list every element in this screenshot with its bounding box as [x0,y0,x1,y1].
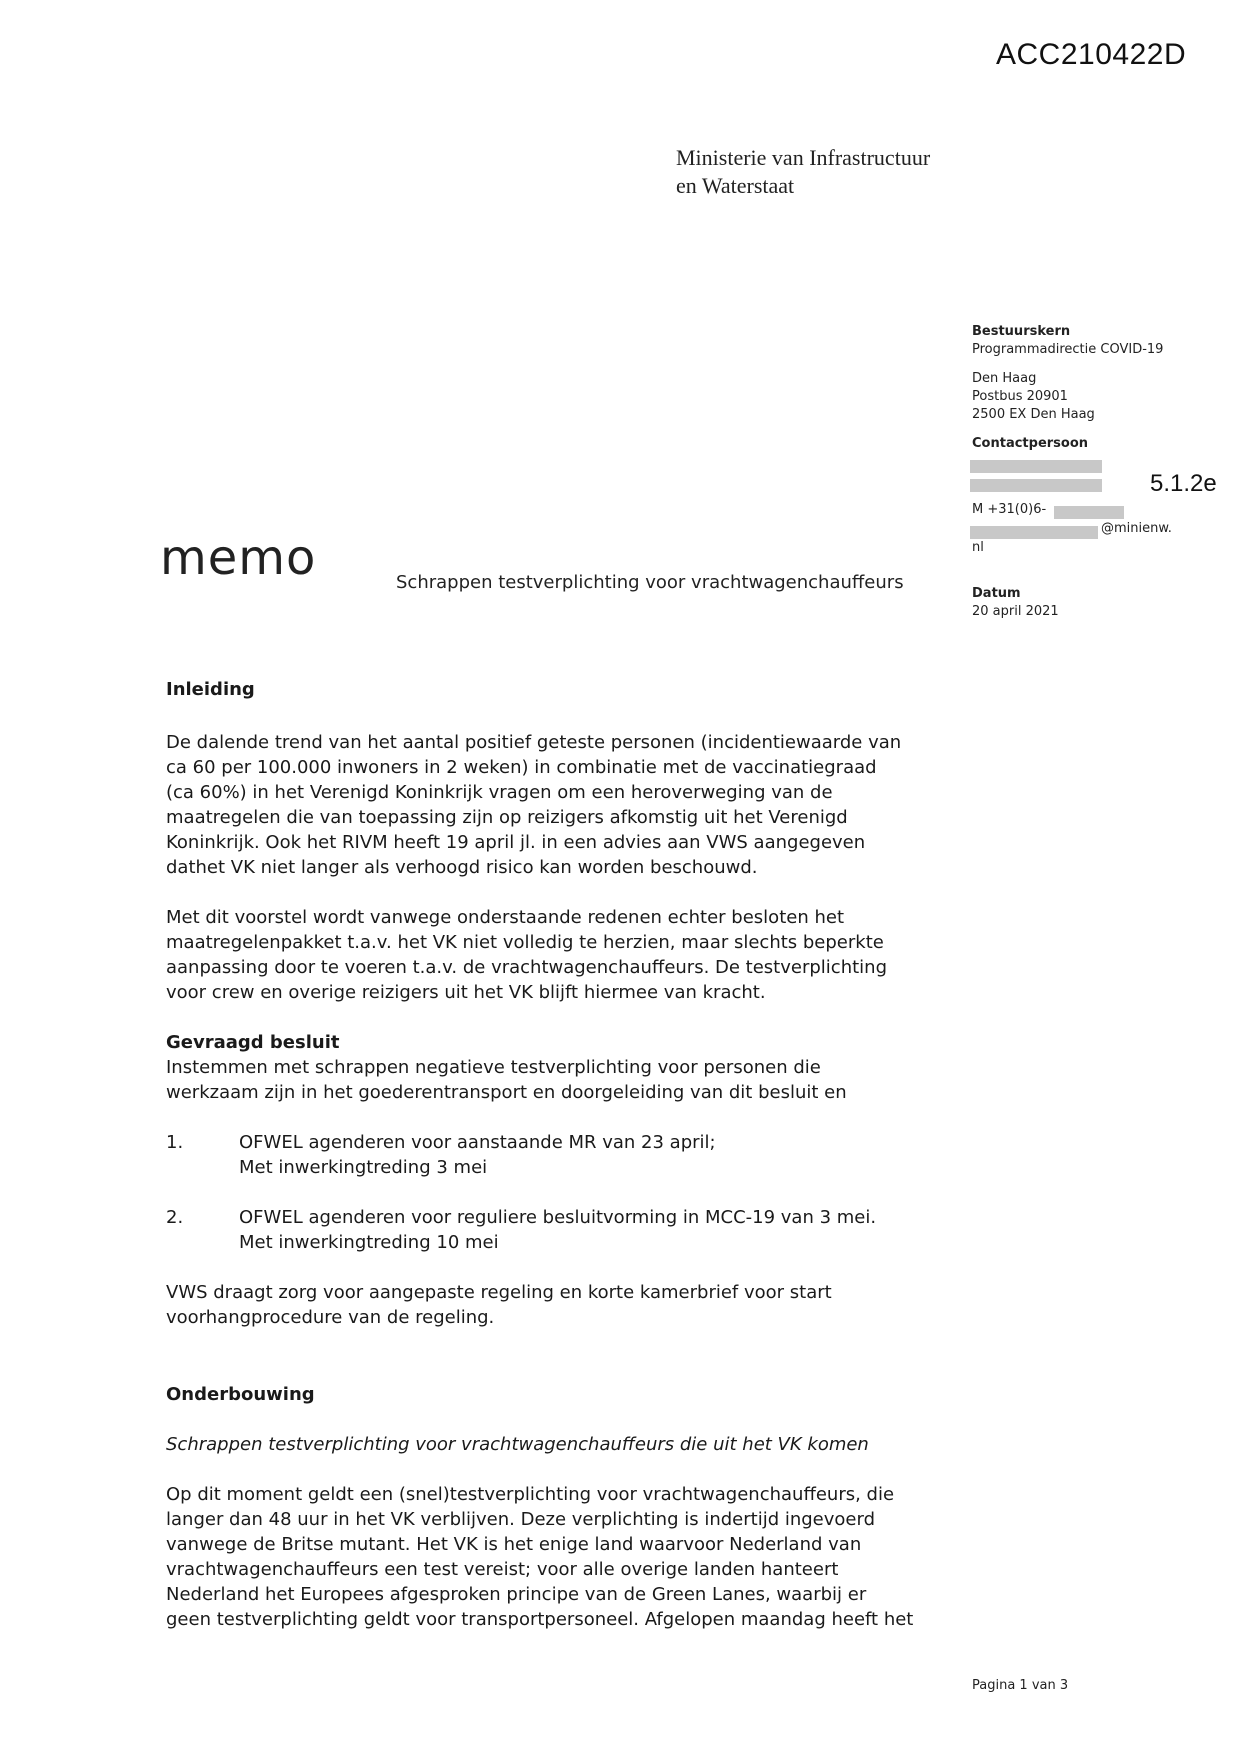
document-code: ACC210422D [996,38,1187,71]
redaction-bar [970,526,1098,539]
list-item [166,1205,966,1255]
paragraph-inleiding-2 [166,905,966,1005]
section-title-besluit: Gevraagd besluit [166,1032,340,1053]
onderbouwing-subtitle: Schrappen testverplichting voor vrachtwagenchauffeurs die uit het VK komen [166,1434,869,1455]
text-line: maatregelen die van toepassing zijn op reizigers afkomstig uit het Verenigd [166,807,848,828]
mobile-prefix: M +31(0)6- [972,502,1047,517]
sidebar-bestuurskern [972,323,1163,359]
ministry-line-2: en Waterstaat [676,173,795,198]
text-line: maatregelenpakket t.a.v. het VK niet volledig te herzien, maar slechts beperkte [166,932,884,953]
text-line: Met inwerkingtreding 10 mei [239,1232,499,1253]
contact-label: Contactpersoon [972,436,1089,451]
bestuurskern-label: Bestuurskern [972,324,1071,339]
text-line: Op dit moment geldt een (snel)testverplichting voor vrachtwagenchauffeurs, die [166,1484,895,1505]
sidebar-date [972,585,1059,621]
text-line: vanwege de Britse mutant. Het VK is het enige land waarvoor Nederland van [166,1534,862,1555]
text-line: langer dan 48 uur in het VK verblijven. Deze verplichting is indertijd ingevoerd [166,1509,876,1530]
contact-mobile [972,501,1046,519]
redaction-bar [970,479,1102,492]
text-line: OFWEL agenderen voor reguliere besluitvorming in MCC-19 van 3 mei. [239,1207,877,1228]
list-number: 2. [166,1207,184,1228]
list-number: 1. [166,1132,184,1153]
text-line: Met dit voorstel wordt vanwege onderstaande redenen echter besloten het [166,907,844,928]
text-line: vrachtwagenchauffeurs een test vereist; voor alle overige landen hanteert [166,1559,839,1580]
text-line: werkzaam zijn in het goederentransport en doorgeleiding van dit besluit en [166,1082,847,1103]
paragraph-besluit [166,1055,966,1105]
text-line: dathet VK niet langer als verhoogd risico kan worden beschouwd. [166,857,758,878]
ministry-logo-text [676,144,930,200]
redaction-bar [1054,506,1124,519]
paragraph-inleiding-1 [166,730,966,880]
contact-label-wrap [972,435,1088,453]
ministry-line-1: Ministerie van Infrastructuur [676,145,931,170]
contact-email-tld: nl [972,540,984,555]
date-value: 20 april 2021 [972,604,1059,619]
paragraph-onderbouwing [166,1482,966,1632]
page-number: Pagina 1 van 3 [972,1678,1069,1693]
text-line: aanpassing door te voeren t.a.v. de vrachtwagenchauffeurs. De testverplichting [166,957,887,978]
text-line: De dalende trend van het aantal positief geteste personen (incidentiewaarde van [166,732,902,753]
redaction-code: 5.1.2e [1150,470,1217,497]
address-postbus: Postbus 20901 [972,389,1068,404]
sidebar-address [972,370,1095,424]
text-line: Instemmen met schrappen negatieve testverplichting voor personen die [166,1057,821,1078]
text-line: OFWEL agenderen voor aanstaande MR van 23 april; [239,1132,716,1153]
programmadirectie: Programmadirectie COVID-19 [972,342,1164,357]
section-title-inleiding: Inleiding [166,679,255,700]
list-item [166,1130,966,1180]
section-title-onderbouwing: Onderbouwing [166,1384,315,1405]
paragraph-vws [166,1280,966,1330]
redaction-bar [970,460,1102,473]
address-city: Den Haag [972,371,1037,386]
memo-heading: memo [160,530,317,586]
text-line: geen testverplichting geldt voor transportpersoneel. Afgelopen maandag heeft het [166,1609,914,1630]
text-line: Nederland het Europees afgesproken principe van de Green Lanes, waarbij er [166,1584,867,1605]
text-line: voor crew en overige reizigers uit het VK blijft hiermee van kracht. [166,982,766,1003]
text-line: Koninkrijk. Ook het RIVM heeft 19 april jl. in een advies aan VWS aangegeven [166,832,866,853]
date-label: Datum [972,586,1021,601]
text-line: VWS draagt zorg voor aangepaste regeling en korte kamerbrief voor start [166,1282,832,1303]
text-line: Met inwerkingtreding 3 mei [239,1157,488,1178]
address-postcode: 2500 EX Den Haag [972,407,1095,422]
text-line: (ca 60%) in het Verenigd Koninkrijk vragen om een heroverweging van de [166,782,833,803]
memo-subject: Schrappen testverplichting voor vrachtwagenchauffeurs [396,572,904,593]
text-line: ca 60 per 100.000 inwoners in 2 weken) in combinatie met de vaccinatiegraad [166,757,877,778]
contact-email-suffix: @minienw. [1101,521,1172,536]
list-text [239,1205,876,1255]
list-text [239,1130,716,1180]
text-line: voorhangprocedure van de regeling. [166,1307,495,1328]
